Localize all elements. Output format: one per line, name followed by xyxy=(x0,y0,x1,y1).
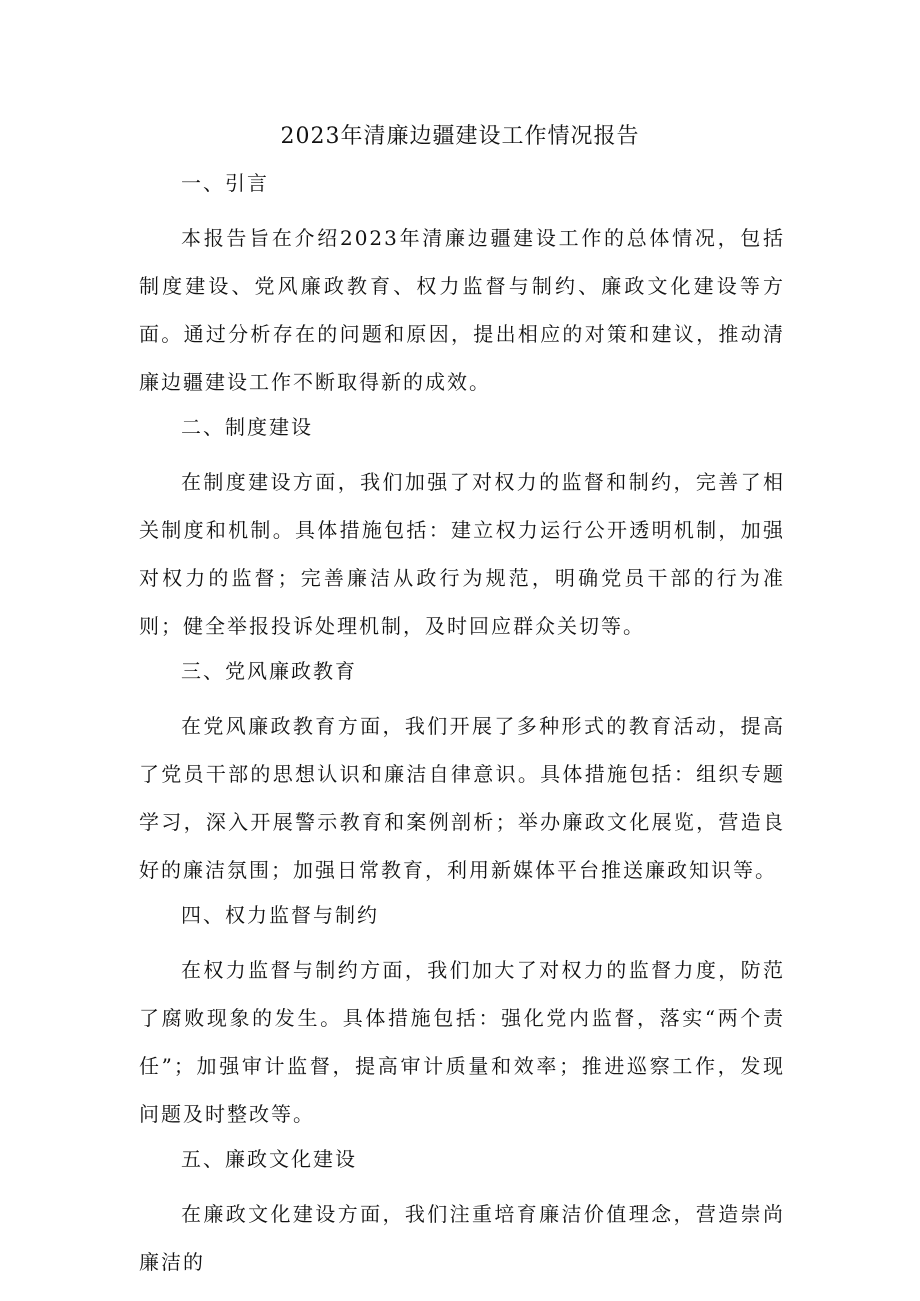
document-title: 2023年清廉边疆建设工作情况报告 xyxy=(280,124,640,149)
section-heading-intro: 一、引言 xyxy=(181,171,269,195)
document-body xyxy=(139,168,785,1286)
section-paragraph-education: 在党风廉政教育方面，我们开展了多种形式的教育活动，提高了党员干部的思想认识和廉洁自律意识。具体措施包括：组织专题学习，深入开展警示教育和案例剖析；举办廉政文化展览，营造良好的廉洁氛围；加强日常教育，利用新媒体平台推送廉政知识等。 xyxy=(139,714,785,882)
section-heading-education: 三、党风廉政教育 xyxy=(181,659,357,683)
section-paragraph-institution: 在制度建设方面，我们加强了对权力的监督和制约，完善了相关制度和机制。具体措施包括：建立权力运行公开透明机制，加强对权力的监督；完善廉洁从政行为规范，明确党员干部的行为准则；健全举报投诉处理机制，及时回应群众关切等。 xyxy=(139,470,785,638)
section-heading-culture: 五、廉政文化建设 xyxy=(181,1147,357,1171)
section-paragraph-culture: 在廉政文化建设方面，我们注重培育廉洁价值理念，营造崇尚廉洁的 xyxy=(139,1202,785,1274)
section-heading-supervision: 四、权力监督与制约 xyxy=(181,903,379,927)
section-paragraph-intro: 本报告旨在介绍2023年清廉边疆建设工作的总体情况，包括制度建设、党风廉政教育、权力监督与制约、廉政文化建设等方面。通过分析存在的问题和原因，提出相应的对策和建议，推动清廉边疆建设工作不断取得新的成效。 xyxy=(139,226,785,394)
section-heading-institution: 二、制度建设 xyxy=(181,415,313,439)
section-paragraph-supervision: 在权力监督与制约方面，我们加大了对权力的监督力度，防范了腐败现象的发生。具体措施包括：强化党内监督，落实“两个责任”；加强审计监督，提高审计质量和效率；推进巡察工作，发现问题及时整改等。 xyxy=(139,958,785,1126)
